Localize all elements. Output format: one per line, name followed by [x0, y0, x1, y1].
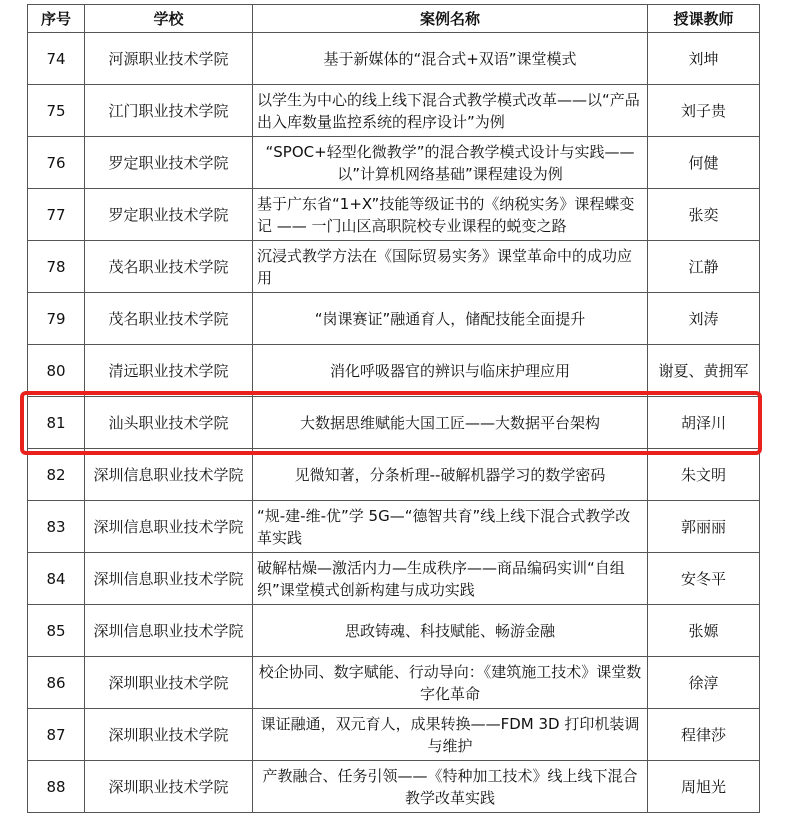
case-name: 产教融合、任务引领——《特种加工技术》线上线下混合教学改革实践: [253, 761, 648, 813]
teacher-name: 安冬平: [648, 553, 760, 605]
row-number: 76: [28, 137, 85, 189]
case-name: “规-建-维-优”学 5G—“德智共育”线上线下混合式教学改革实践: [253, 501, 648, 553]
header-no: 序号: [28, 5, 85, 33]
case-table: [27, 4, 760, 813]
teacher-name: 朱文明: [648, 449, 760, 501]
table-row: [28, 397, 760, 449]
row-number: 82: [28, 449, 85, 501]
table-row: [28, 449, 760, 501]
row-number: 81: [28, 397, 85, 449]
school-name: 深圳信息职业技术学院: [85, 449, 253, 501]
row-number: 84: [28, 553, 85, 605]
header-teacher: 授课教师: [648, 5, 760, 33]
case-name: 破解枯燥—激活内力—生成秩序——商品编码实训“自组织”课堂模式创新构建与成功实践: [253, 553, 648, 605]
school-name: 深圳信息职业技术学院: [85, 605, 253, 657]
teacher-name: 谢夏、黄拥军: [648, 345, 760, 397]
header-school: 学校: [85, 5, 253, 33]
school-name: 江门职业技术学院: [85, 85, 253, 137]
table-row: [28, 553, 760, 605]
teacher-name: 刘涛: [648, 293, 760, 345]
table-row: [28, 709, 760, 761]
school-name: 深圳职业技术学院: [85, 761, 253, 813]
row-number: 77: [28, 189, 85, 241]
header-row: [28, 5, 760, 33]
table-row: [28, 137, 760, 189]
school-name: 罗定职业技术学院: [85, 189, 253, 241]
teacher-name: 程律莎: [648, 709, 760, 761]
row-number: 80: [28, 345, 85, 397]
teacher-name: 刘坤: [648, 33, 760, 85]
school-name: 罗定职业技术学院: [85, 137, 253, 189]
teacher-name: 刘子贵: [648, 85, 760, 137]
case-name: 以学生为中心的线上线下混合式教学模式改革——以“产品出入库数量监控系统的程序设计”为例: [253, 85, 648, 137]
teacher-name: 周旭光: [648, 761, 760, 813]
school-name: 深圳信息职业技术学院: [85, 553, 253, 605]
school-name: 河源职业技术学院: [85, 33, 253, 85]
teacher-name: 胡泽川: [648, 397, 760, 449]
row-number: 87: [28, 709, 85, 761]
case-name: 沉浸式教学方法在《国际贸易实务》课堂革命中的成功应用: [253, 241, 648, 293]
table-row: [28, 345, 760, 397]
case-name: 校企协同、数字赋能、行动导向：《建筑施工技术》课堂数字化革命: [253, 657, 648, 709]
school-name: 深圳职业技术学院: [85, 709, 253, 761]
school-name: 茂名职业技术学院: [85, 241, 253, 293]
table-row: [28, 85, 760, 137]
table-row: [28, 293, 760, 345]
case-name: “SPOC+轻型化微教学”的混合教学模式设计与实践——以”计算机网络基础”课程建设为例: [253, 137, 648, 189]
school-name: 深圳信息职业技术学院: [85, 501, 253, 553]
row-number: 88: [28, 761, 85, 813]
row-number: 79: [28, 293, 85, 345]
teacher-name: 张奕: [648, 189, 760, 241]
row-number: 83: [28, 501, 85, 553]
table-row: [28, 241, 760, 293]
row-number: 74: [28, 33, 85, 85]
row-number: 86: [28, 657, 85, 709]
case-name: 课证融通，双元育人，成果转换——FDM 3D 打印机装调与维护: [253, 709, 648, 761]
school-name: 汕头职业技术学院: [85, 397, 253, 449]
case-name: 思政铸魂、科技赋能、畅游金融: [253, 605, 648, 657]
teacher-name: 徐淳: [648, 657, 760, 709]
table-row: [28, 761, 760, 813]
header-case: 案例名称: [253, 5, 648, 33]
case-name: 基于广东省“1+X”技能等级证书的《纳税实务》课程蝶变记 —— 一门山区高职院校专业课程的蜕变之路: [253, 189, 648, 241]
teacher-name: 张嫄: [648, 605, 760, 657]
case-name: “岗课赛证”融通育人，储配技能全面提升: [253, 293, 648, 345]
table-body: [28, 33, 760, 813]
table-row: [28, 501, 760, 553]
teacher-name: 江静: [648, 241, 760, 293]
table-row: [28, 657, 760, 709]
teacher-name: 郭丽丽: [648, 501, 760, 553]
row-number: 78: [28, 241, 85, 293]
case-name: 消化呼吸器官的辨识与临床护理应用: [253, 345, 648, 397]
table-row: [28, 33, 760, 85]
table-row: [28, 605, 760, 657]
row-number: 75: [28, 85, 85, 137]
table-row: [28, 189, 760, 241]
school-name: 清远职业技术学院: [85, 345, 253, 397]
school-name: 深圳职业技术学院: [85, 657, 253, 709]
case-name: 见微知著，分条析理--破解机器学习的数学密码: [253, 449, 648, 501]
row-number: 85: [28, 605, 85, 657]
case-name: 基于新媒体的“混合式+双语”课堂模式: [253, 33, 648, 85]
teacher-name: 何健: [648, 137, 760, 189]
case-name: 大数据思维赋能大国工匠——大数据平台架构: [253, 397, 648, 449]
school-name: 茂名职业技术学院: [85, 293, 253, 345]
